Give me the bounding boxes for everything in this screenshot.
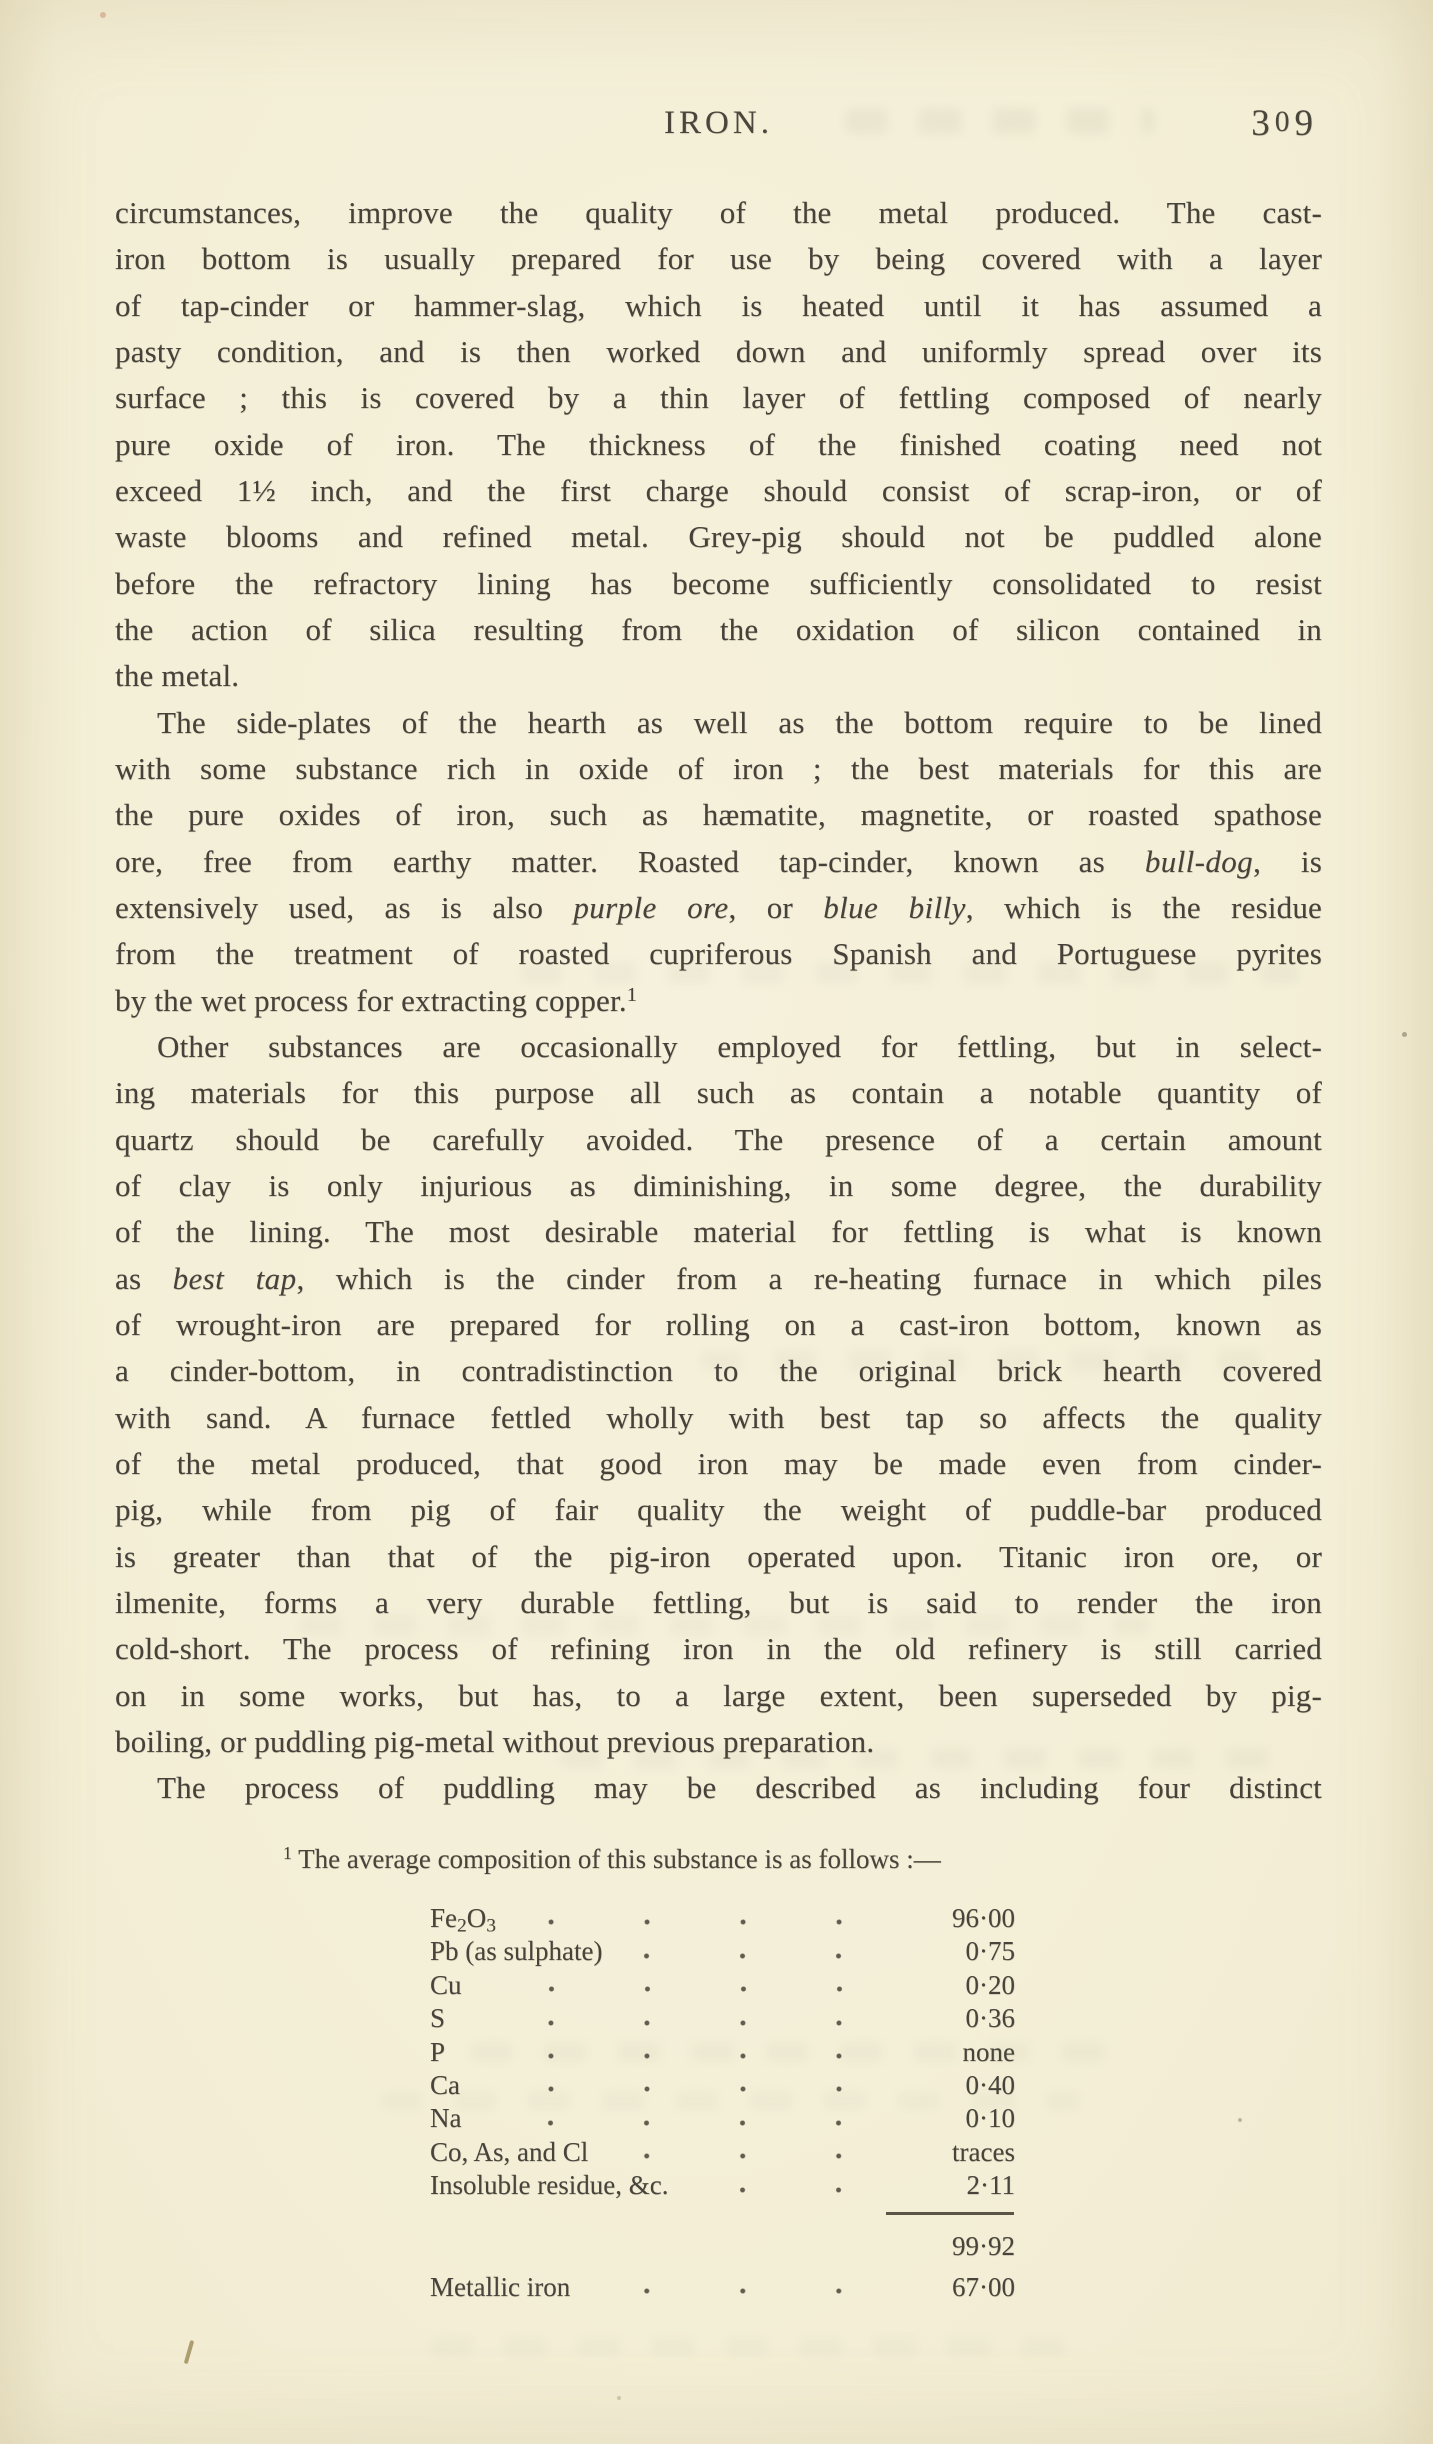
text-line: circumstances, improve the quality of the metal produced. The cast- bbox=[115, 195, 1322, 230]
text-line: the action of silica resulting from the oxidation of silicon contained in bbox=[115, 611, 1322, 647]
text-line: before the refractory lining has become sufficiently consolidated to resist bbox=[115, 565, 1322, 601]
text-line: cold-short. The process of refining iron in the old refinery is still carried bbox=[115, 1631, 1322, 1667]
row-value: 0·36 bbox=[965, 2003, 1015, 2034]
text-line: as best tap, which is the cinder from a re-heating furnace in which piles bbox=[115, 1260, 1322, 1296]
text-line: boiling, or puddling pig-metal without previous preparation. bbox=[115, 1723, 875, 1759]
text-line: ore, free from earthy matter. Roasted tap-cinder, known as bull-dog, is bbox=[115, 843, 1322, 879]
row-label: S bbox=[430, 2003, 446, 2034]
pen-slash-mark bbox=[184, 2340, 194, 2364]
text-line: Other substances are occasionally employed for fettling, but in select- bbox=[157, 1028, 1322, 1064]
page-header bbox=[115, 101, 1322, 151]
leader-dots bbox=[516, 1902, 893, 1935]
leader-dots bbox=[465, 2036, 893, 2069]
text-line: iron bottom is usually prepared for use by being covered with a layer bbox=[115, 241, 1322, 277]
body-text bbox=[115, 190, 1322, 1811]
paper-speck bbox=[1402, 1032, 1407, 1037]
text-line: ilmenite, forms a very durable fettling, but is said to render the iron bbox=[115, 1584, 1322, 1620]
table-row bbox=[430, 2169, 1015, 2202]
leader-dots bbox=[465, 2002, 893, 2035]
row-value: traces bbox=[952, 2136, 1015, 2167]
paragraph bbox=[115, 1024, 1322, 1765]
sum-rule bbox=[886, 2212, 1014, 2215]
text-line: ing materials for this purpose all such as contain a notable quantity of bbox=[115, 1075, 1322, 1111]
text-line: is greater than that of the pig-iron operated upon. Titanic iron ore, or bbox=[115, 1538, 1322, 1574]
row-value: 0·40 bbox=[965, 2069, 1015, 2100]
total-value: 99·92 bbox=[952, 2230, 1015, 2261]
text-line: extensively used, as is also purple ore, or blue billy, which is the residue bbox=[115, 889, 1322, 925]
text-line: the metal. bbox=[115, 658, 240, 694]
leader-dots bbox=[480, 2069, 893, 2102]
row-label: Pb (as sulphate) bbox=[430, 1936, 603, 1967]
text-line: on in some works, but has, to a large extent, been superseded by pig- bbox=[115, 1677, 1322, 1713]
running-title: IRON. bbox=[664, 105, 773, 141]
text-line: pig, while from pig of fair quality the weight of puddle-bar produced bbox=[115, 1492, 1322, 1528]
table-row bbox=[430, 2136, 1015, 2169]
leader-dots bbox=[481, 2102, 893, 2135]
leader-dots bbox=[622, 1935, 893, 1968]
page-number-digit: 0 bbox=[1274, 106, 1295, 138]
row-value: 0·20 bbox=[965, 1969, 1015, 2000]
footnote-intro: $^1$ The average composition of this substance is as follows :— bbox=[283, 1843, 941, 1874]
row-label: P bbox=[430, 2036, 446, 2067]
text-line: with sand. A furnace fettled wholly with best tap so affects the quality bbox=[115, 1399, 1322, 1435]
row-value: 67·00 bbox=[952, 2271, 1015, 2302]
page-number-digit: 3 bbox=[1251, 103, 1275, 144]
table-row bbox=[430, 2069, 1015, 2102]
leader-dots bbox=[590, 2271, 893, 2304]
paragraph bbox=[115, 700, 1322, 1024]
paragraph bbox=[115, 190, 1322, 700]
table-row bbox=[430, 2271, 1015, 2304]
row-label: Cu bbox=[430, 1969, 462, 2000]
row-label: Co, As, and Cl bbox=[430, 2136, 589, 2167]
text-line: with some substance rich in oxide of iron ; the best materials for this are bbox=[115, 750, 1322, 786]
paragraph bbox=[115, 1765, 1322, 1811]
text-line: of clay is only injurious as diminishing, in some degree, the durability bbox=[115, 1167, 1322, 1203]
page-number-digit: 9 bbox=[1294, 103, 1318, 144]
row-label: Metallic iron bbox=[430, 2271, 571, 2302]
text-line: of the lining. The most desirable material for fettling is what is known bbox=[115, 1214, 1322, 1250]
total-block bbox=[430, 2212, 1015, 2261]
text-line: quartz should be carefully avoided. The presence of a certain amount bbox=[115, 1121, 1322, 1157]
page-number bbox=[1251, 97, 1318, 144]
row-value: 96·00 bbox=[952, 1903, 1015, 1933]
text-line: of tap-cinder or hammer-slag, which is heated until it has assumed a bbox=[115, 287, 1322, 323]
table-row bbox=[430, 1935, 1015, 1968]
text-line: from the treatment of roasted cupriferous Spanish and Portuguese pyrites bbox=[115, 936, 1322, 972]
text-line: pasty condition, and is then worked down and uniformly spread over its bbox=[115, 333, 1322, 369]
text-line: by the wet process for extracting copper.$^1$ bbox=[115, 982, 638, 1018]
footnote-section bbox=[115, 1842, 1322, 2304]
table-row bbox=[430, 2102, 1015, 2135]
text-line: of the metal produced, that good iron may be made even from cinder- bbox=[115, 1445, 1322, 1481]
table-row bbox=[430, 2036, 1015, 2069]
text-line: the pure oxides of iron, such as hæmatite, magnetite, or roasted spathose bbox=[115, 797, 1322, 833]
text-line: exceed 1½ inch, and the first charge should consist of scrap-iron, or of bbox=[115, 472, 1322, 508]
table-row bbox=[430, 1902, 1015, 1935]
text-line: waste blooms and refined metal. Grey-pig should not be puddled alone bbox=[115, 519, 1322, 555]
composition-table bbox=[430, 1902, 1015, 2304]
text-line: The process of puddling may be described as including four distinct bbox=[157, 1770, 1322, 1806]
text-line: of wrought-iron are prepared for rolling on a cast-iron bottom, known as bbox=[115, 1306, 1322, 1342]
leader-dots bbox=[482, 1969, 893, 2002]
row-value: 2·11 bbox=[966, 2170, 1015, 2201]
paper-speck bbox=[100, 12, 106, 18]
row-label: Insoluble residue, &c. bbox=[430, 2170, 669, 2201]
paper-speck bbox=[617, 2396, 621, 2400]
text-line: a cinder-bottom, in contradistinction to the original brick hearth covered bbox=[115, 1353, 1322, 1389]
text-line: The side-plates of the hearth as well as the bottom require to be lined bbox=[157, 704, 1322, 740]
text-line: pure oxide of iron. The thickness of the finished coating need not bbox=[115, 426, 1322, 462]
row-label: $Fe_2O_3$ bbox=[430, 1903, 496, 1937]
leader-dots bbox=[688, 2169, 893, 2202]
show-through-smudge bbox=[430, 2338, 1070, 2356]
table-row bbox=[430, 1969, 1015, 2002]
leader-dots bbox=[608, 2136, 893, 2169]
row-label: Na bbox=[430, 2103, 462, 2134]
row-label: Ca bbox=[430, 2069, 460, 2100]
row-value: 0·75 bbox=[965, 1936, 1015, 1967]
row-value: none bbox=[962, 2036, 1015, 2067]
row-value: 0·10 bbox=[965, 2103, 1015, 2134]
table-row bbox=[430, 2002, 1015, 2035]
text-line: surface ; this is covered by a thin layer of fettling composed of nearly bbox=[115, 380, 1322, 416]
